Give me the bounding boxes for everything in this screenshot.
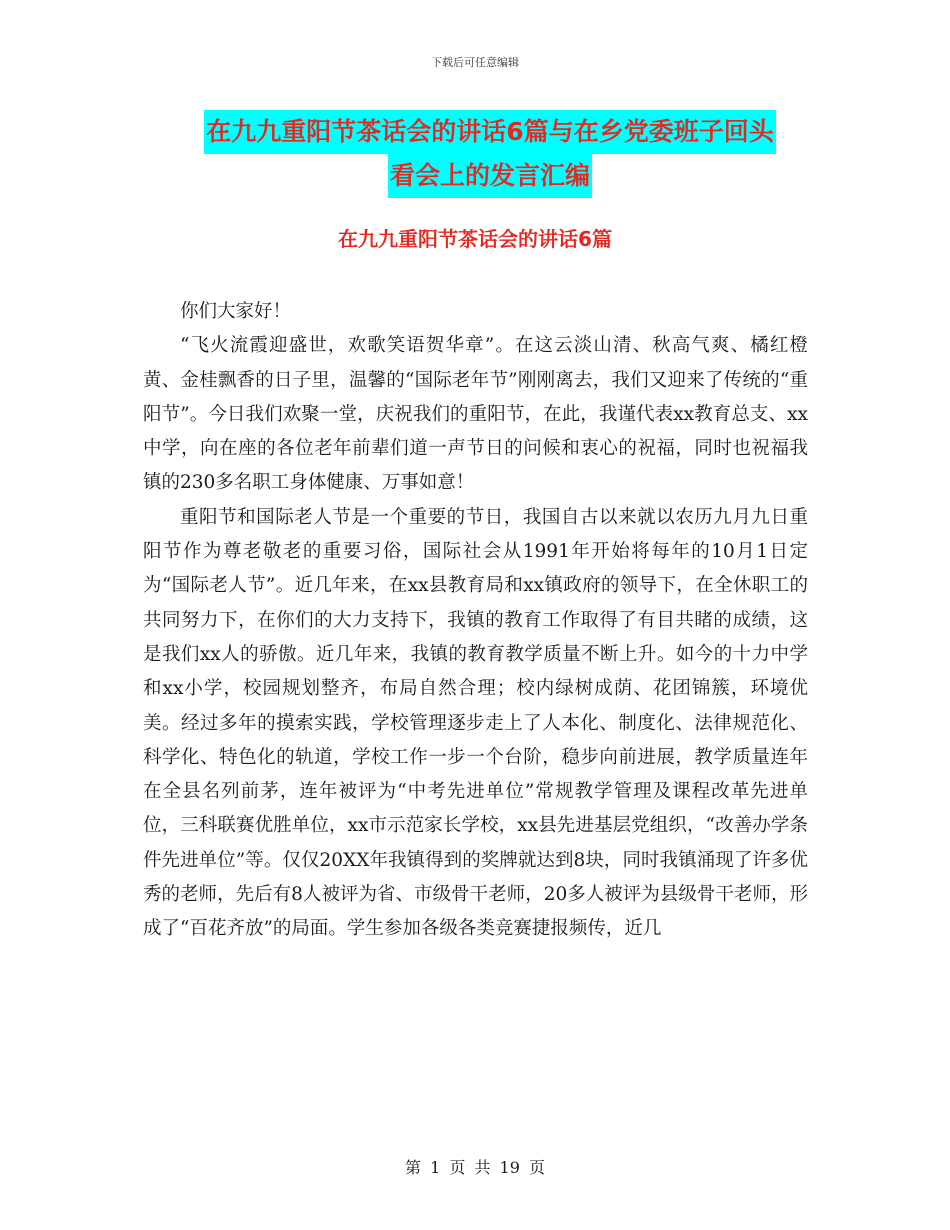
paragraph-greeting: 你们大家好！ xyxy=(180,301,292,322)
header-note: 下载后可任意编辑 xyxy=(431,56,519,69)
section-title: 在九九重阳节茶话会的讲话6篇 xyxy=(338,227,612,251)
document-title-line-2: 看会上的发言汇编 xyxy=(388,154,592,198)
document-title-line-1: 在九九重阳节茶话会的讲话6篇与在乡党委班子回头 xyxy=(204,110,775,154)
document-body xyxy=(143,295,808,947)
paragraph: “飞火流霞迎盛世，欢歌笑语贺华章”。在这云淡山清、秋高气爽、橘红橙黄、金桂飘香的日子里，温馨的“国际老年节”刚刚离去，我们又迎来了传统的“重阳节”。今日我们欢聚一堂，庆祝我们的重阳节，在此，我谨代表xx教育总支、xx中学，向在座的各位老年前辈们道一声节日的问候和衷心的祝福，同时也祝福我镇的230多名职工身体健康、万事如意！ xyxy=(143,335,808,494)
page-indicator: 第 1 页 共 19 页 xyxy=(405,1158,545,1177)
paragraph: 重阳节和国际老人节是一个重要的节日，我国自古以来就以农历九月九日重阳节作为尊老敬老的重要习俗，国际社会从1991年开始将每年的10月1日定为“国际老人节”。近几年来，在xx县教育局和xx镇政府的领导下，在全休职工的共同努力下，在你们的大力支持下，我镇的教育工作取得了有目共睹的成绩，这是我们xx人的骄傲。近几年来，我镇的教育教学质量不断上升。如今的十力中学和xx小学，校园规划整齐，布局自然合理；校内绿树成荫、花团锦簇，环境优美。经过多年的摸索实践，学校管理逐步走上了人本化、制度化、法律规范化、科学化、特色化的轨道，学校工作一步一个台阶，稳步向前进展，教学质量连年在全县名列前茅，连年被评为“中考先进单位”常规教学管理及课程改革先进单位，三科联赛优胜单位，xx市示范家长学校，xx县先进基层党组织，“改善办学条件先进单位”等。仅仅20XX年我镇得到的奖牌就达到8块，同时我镇涌现了许多优秀的老师，先后有8人被评为省、市级骨干老师，20多人被评为县级骨干老师，形成了“百花齐放”的局面。学生参加各级各类竞赛捷报频传，近几 xyxy=(143,506,808,940)
document-title xyxy=(140,110,840,198)
